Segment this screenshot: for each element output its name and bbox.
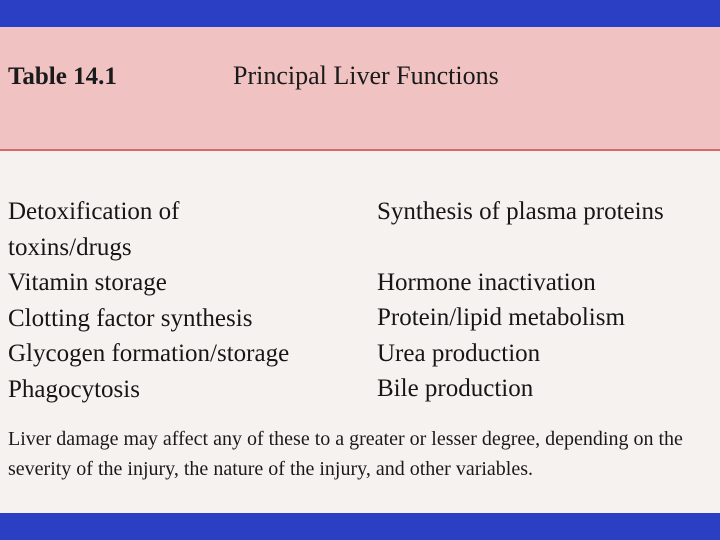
function-item: Urea production [377,339,541,367]
function-item: Synthesis of plasma proteins [377,198,664,225]
function-item: Phagocytosis [8,375,140,403]
functions-right-column [377,194,717,407]
document-page [0,27,720,513]
function-item: Vitamin storage [8,269,167,296]
function-item: Clotting factor synthesis [8,304,253,332]
function-item: Protein/lipid metabolism [377,304,625,331]
table-footnote: Liver damage may affect any of these to a greater or lesser degree, depending on the severity of the injury, the nature of the injury, and other variables. [8,428,683,480]
function-item: toxins/drugs [8,233,132,261]
table-number: Table 14.1 [8,63,117,90]
table-title: Principal Liver Functions [233,61,499,90]
function-item: Detoxification of [8,198,180,225]
functions-left-column [8,194,353,407]
function-item: Glycogen formation/storage [8,340,290,367]
function-item: Bile production [377,375,534,402]
function-item: Hormone inactivation [377,268,596,296]
table-header-band [0,27,720,151]
